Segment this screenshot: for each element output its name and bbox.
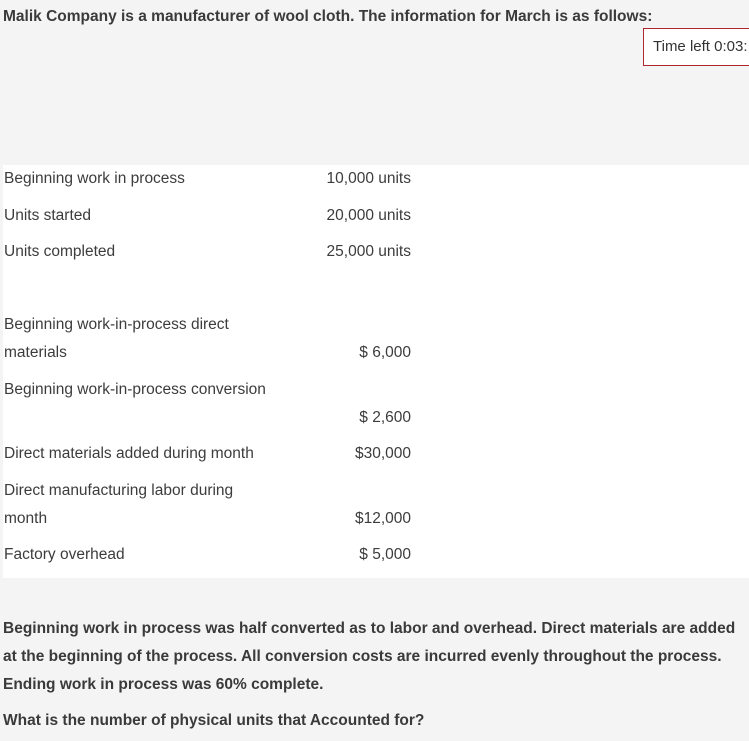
row-value: $ 2,600: [359, 409, 411, 426]
row-value: 10,000 units: [326, 170, 411, 187]
row-label: Units completed: [4, 243, 116, 260]
question-text: What is the number of physical units that Accounted for?: [3, 712, 425, 729]
row-value: 25,000 units: [326, 243, 411, 260]
row-label: Direct materials added during month: [4, 445, 254, 462]
row-label: Beginning work in process: [4, 170, 185, 187]
row-value: $ 6,000: [359, 344, 411, 361]
intro-text: Malik Company is a manufacturer of wool cloth. The information for March is as follows:: [3, 8, 653, 25]
row-label: Units started: [4, 207, 92, 224]
row-value: $12,000: [354, 510, 411, 527]
row-value: 20,000 units: [326, 207, 411, 224]
row-label: Direct manufacturing labor during month: [4, 482, 234, 527]
row-value: $ 5,000: [359, 546, 411, 563]
row-label: Factory overhead: [4, 546, 125, 563]
time-left-indicator: Time left 0:03:: [643, 28, 749, 66]
problem-description: Beginning work in process was half converted as to labor and overhead. Direct materials are added at the beginning of the process. All conversion costs are incurred evenly throughout the process. Ending work in process was 60% complete.: [3, 620, 736, 693]
row-label: Beginning work-in-process direct materials: [4, 316, 229, 361]
row-label: Beginning work-in-process conversion: [4, 381, 266, 398]
row-value: $30,000: [354, 445, 411, 462]
cost-data-table: [3, 165, 749, 578]
